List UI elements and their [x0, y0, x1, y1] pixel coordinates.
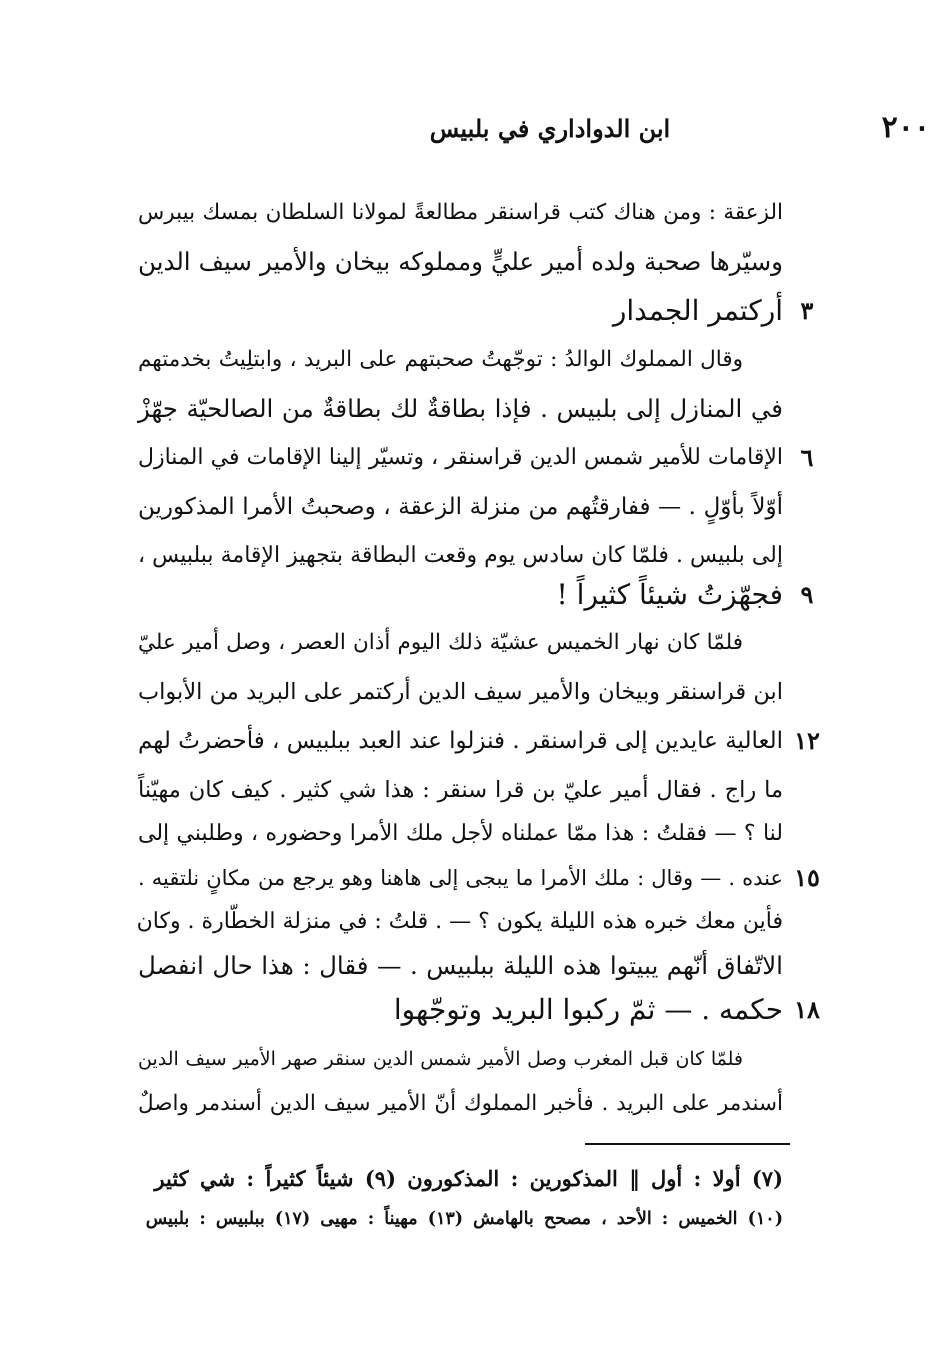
text-line-11: ابن قراسنقر وبيخان والأمير سيف الدين أركتمر على البريد من الأبواب — [138, 679, 783, 705]
text-line-5: في المنازل إلى بلبيس . فإذا بطاقةٌ لك بطاقةٌ من الصالحيّة جهّزْ — [138, 394, 783, 423]
line-number-18: ١٨ — [794, 995, 820, 1024]
footnote-line-1: (٧) أولا : أول ‖ المذكورين : المذكورون (٩) شيئاً كثيراً : شي كثير — [154, 1166, 783, 1191]
text-line-15: عنده . — وقال : ملك الأمرا ما يبجى إلى هاهنا وهو يرجع من مكانٍ نلتقيه . — [138, 866, 783, 890]
text-line-2: وسيّرها صحبة ولده أمير عليٍّ ومملوكه بيخان والأمير سيف الدين — [138, 247, 783, 276]
text-line-14: لنا ؟ — فقلتُ : هذا ممّا عملناه لأجل ملك الأمرا وحضوره ، وطلبني إلى — [138, 821, 783, 846]
text-line-16: فأين معك خبره هذه الليلة يكون ؟ — . قلتُ : في منزلة الخطّارة . وكان — [136, 909, 783, 934]
text-line-12: العالية عايدين إلى قراسنقر . فنزلوا عند العبد ببلبيس ، فأحضرتُ لهم — [138, 728, 783, 754]
text-line-7: أوّلاً بأوّلٍ . — ففارقتُهم من منزلة الزعقة ، وصحبتُ الأمرا المذكورين — [138, 494, 783, 520]
page-header — [140, 110, 930, 150]
line-number-12: ١٢ — [794, 726, 820, 755]
page-number: ٢٠٠ — [881, 110, 930, 145]
line-number-3: ٣ — [800, 296, 814, 325]
running-title: ابن الدواداري في بلبيس — [429, 114, 671, 143]
line-number-9: ٩ — [800, 580, 814, 609]
text-line-18: حكمه . — ثمّ ركبوا البريد وتوجّهوا — [393, 993, 783, 1026]
text-line-8: إلى بلبيس . فلمّا كان سادس يوم وقعت البطاقة بتجهيز الإقامة ببلبيس ، — [138, 543, 783, 568]
footnote-rule — [585, 1143, 790, 1145]
text-line-13: ما راج . فقال أمير عليّ بن قرا سنقر : هذا شي كثير . كيف كان مهيّناً — [138, 777, 783, 803]
text-line-6: الإقامات للأمير شمس الدين قراسنقر ، وتسيّر إلينا الإقامات في المنازل — [138, 445, 783, 470]
text-line-1: الزعقة : ومن هناك كتب قراسنقر مطالعةً لمولانا السلطان بمسك بيبرس — [138, 200, 783, 225]
text-line-19: فلمّا كان قبل المغرب وصل الأمير شمس الدين سنقر صهر الأمير سيف الدين — [138, 1048, 743, 1070]
text-line-20: أسندمر على البريد . فأخبر المملوك أنّ الأمير سيف الدين أسندمر واصلٌ — [138, 1091, 783, 1116]
text-line-3: أركتمر الجمدار — [612, 294, 783, 327]
text-line-9: فجهّزتُ شيئاً كثيراً ! — [556, 578, 783, 611]
line-number-15: ١٥ — [794, 863, 820, 892]
text-line-10: فلمّا كان نهار الخميس عشيّة ذلك اليوم أذان العصر ، وصل أمير عليّ — [138, 630, 743, 655]
text-line-4: وقال المملوك الوالدُ : توجّهتُ صحبتهم على البريد ، وابتلِيتُ بخدمتهم — [138, 347, 743, 372]
line-number-6: ٦ — [800, 443, 814, 472]
footnote-line-2: (١٠) الخميس : الأحد ، مصحح بالهامش (١٣) مهيناً : مهيى (١٧) ببلبيس : بلبيس — [145, 1209, 783, 1229]
text-line-17: الاتّفاق أنّهم يبيتوا هذه الليلة ببلبيس . — فقال : هذا حال انفصل — [138, 951, 783, 980]
